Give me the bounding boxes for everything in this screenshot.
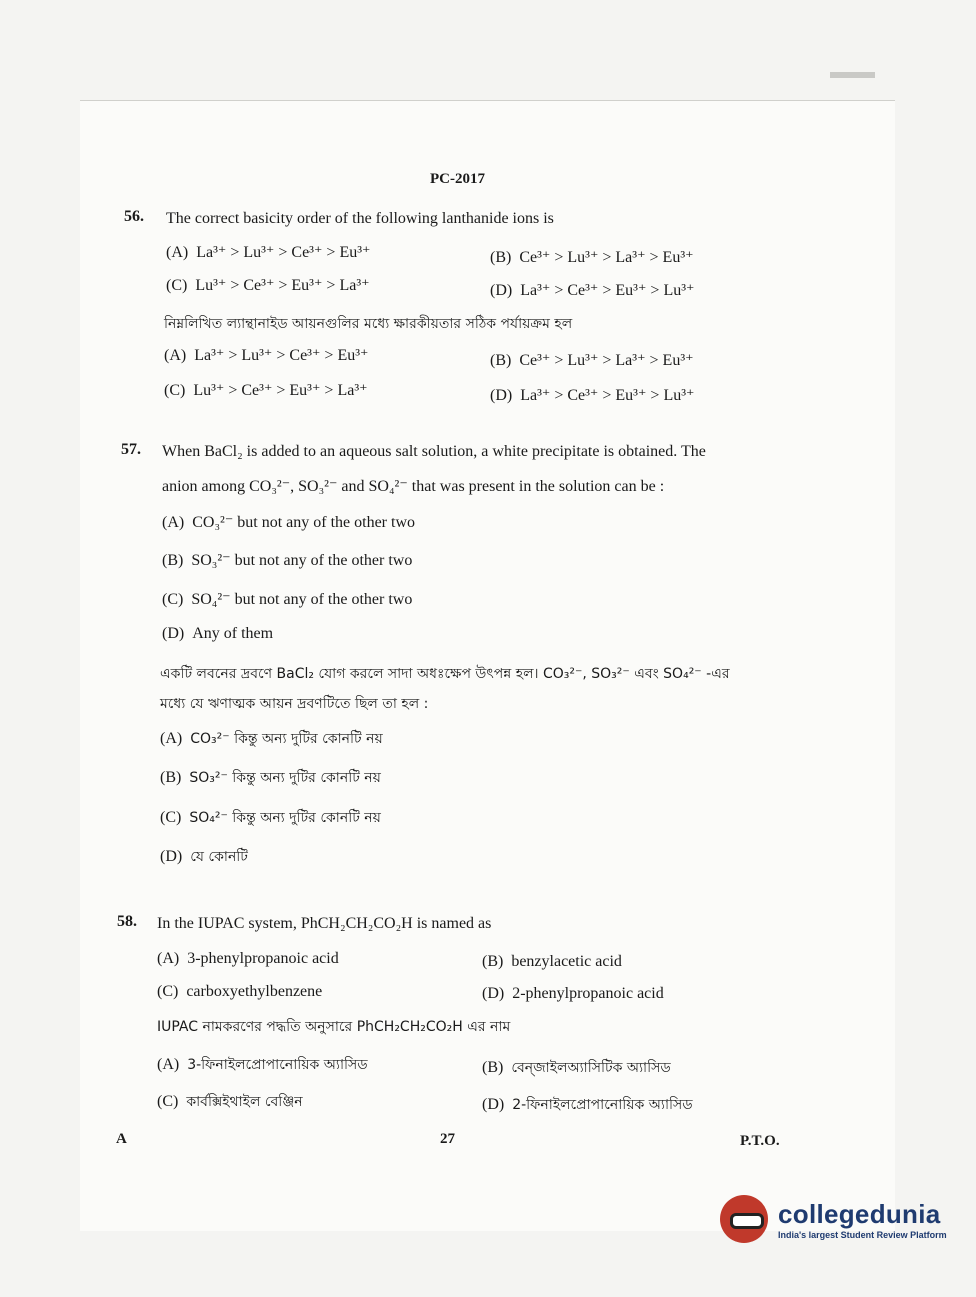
q56-option-d: (D) La³⁺ > Ce³⁺ > Eu³⁺ > Lu³⁺ [490,282,695,299]
question-56-bengali-text: নিম্নলিখিত ল্যান্থানাইড আয়নগুলির মধ্যে ক্ষারকীয়তার সঠিক পর্যায়ক্রম হল [164,316,573,332]
question-56-number: 56. [124,208,144,225]
q57-option-a: (A) CO₃²⁻ but not any of the other two [162,514,416,531]
q57-bn-option-a: (A) CO₃²⁻ কিন্তু অন্য দুটির কোনটি নয় [160,730,383,747]
logo-tagline: India's largest Student Review Platform [778,1229,947,1240]
q58-bn-option-b: (B) বেন্‌জাইলঅ্যাসিটিক অ্যাসিড [482,1059,671,1076]
q58-bn-option-a: (A) 3-ফিনাইলপ্রোপানোয়িক অ্যাসিড [157,1056,368,1073]
q57-bn-option-c: (C) SO₄²⁻ কিন্তু অন্য দুটির কোনটি নয় [160,809,381,826]
question-57-bengali-line2: মধ্যে যে ঋণাত্মক আয়ন দ্রবণটিতে ছিল তা হল : [160,696,429,712]
question-57-number: 57. [121,441,141,458]
q56-bn-option-a: (A) La³⁺ > Lu³⁺ > Ce³⁺ > Eu³⁺ [164,347,369,364]
q58-option-d: (D) 2-phenylpropanoic acid [482,985,664,1002]
footer-set-code: A [116,1131,127,1147]
question-58-number: 58. [117,913,137,930]
q58-bn-option-d: (D) 2-ফিনাইলপ্রোপানোয়িক অ্যাসিড [482,1096,693,1113]
q58-option-a: (A) 3-phenylpropanoic acid [157,950,339,967]
q57-bn-option-d: (D) যে কোনটি [160,848,248,865]
q56-option-b: (B) Ce³⁺ > Lu³⁺ > La³⁺ > Eu³⁺ [490,249,694,266]
logo-name: collegedunia [778,1198,941,1229]
footer-pto: P.T.O. [740,1133,780,1149]
q56-bn-option-b: (B) Ce³⁺ > Lu³⁺ > La³⁺ > Eu³⁺ [490,352,694,369]
q56-option-c: (C) Lu³⁺ > Ce³⁺ > Eu³⁺ > La³⁺ [166,277,370,294]
q58-option-b: (B) benzylacetic acid [482,953,622,970]
question-57-text-line1: When BaCl₂ is added to an aqueous salt solution, a white precipitate is obtained. The [162,443,706,460]
q56-bn-option-d: (D) La³⁺ > Ce³⁺ > Eu³⁺ > Lu³⁺ [490,387,695,404]
q57-option-c: (C) SO₄²⁻ but not any of the other two [162,591,413,608]
q58-bn-option-c: (C) কার্বক্সিইথাইল বেঞ্জিন [157,1093,303,1110]
q56-option-a: (A) La³⁺ > Lu³⁺ > Ce³⁺ > Eu³⁺ [166,244,371,261]
question-56-text: The correct basicity order of the following lanthanide ions is [166,210,554,227]
q57-option-d: (D) Any of them [162,625,274,642]
q58-option-c: (C) carboxyethylbenzene [157,983,323,1000]
q57-bn-option-b: (B) SO₃²⁻ কিন্তু অন্য দুটির কোনটি নয় [160,769,381,786]
question-58-text: In the IUPAC system, PhCH₂CH₂CO₂H is named as [157,915,492,932]
question-58-bengali-text: IUPAC নামকরণের পদ্ধতি অনুসারে PhCH₂CH₂CO₂H এর নাম [157,1019,511,1035]
q57-option-b: (B) SO₃²⁻ but not any of the other two [162,552,413,569]
graduate-mascot-icon [720,1195,768,1243]
collegedunia-logo [720,1195,947,1243]
page-number: 27 [440,1131,455,1147]
paper-code: PC-2017 [430,171,485,187]
q56-bn-option-c: (C) Lu³⁺ > Ce³⁺ > Eu³⁺ > La³⁺ [164,382,368,399]
page-fold-mark [830,72,875,78]
question-57-bengali-line1: একটি লবনের দ্রবণে BaCl₂ যোগ করলে সাদা অধঃক্ষেপ উৎপন্ন হল। CO₃²⁻, SO₃²⁻ এবং SO₄²⁻ -এর [160,666,730,682]
question-57-text-line2: anion among CO₃²⁻, SO₃²⁻ and SO₄²⁻ that was present in the solution can be : [162,478,665,495]
